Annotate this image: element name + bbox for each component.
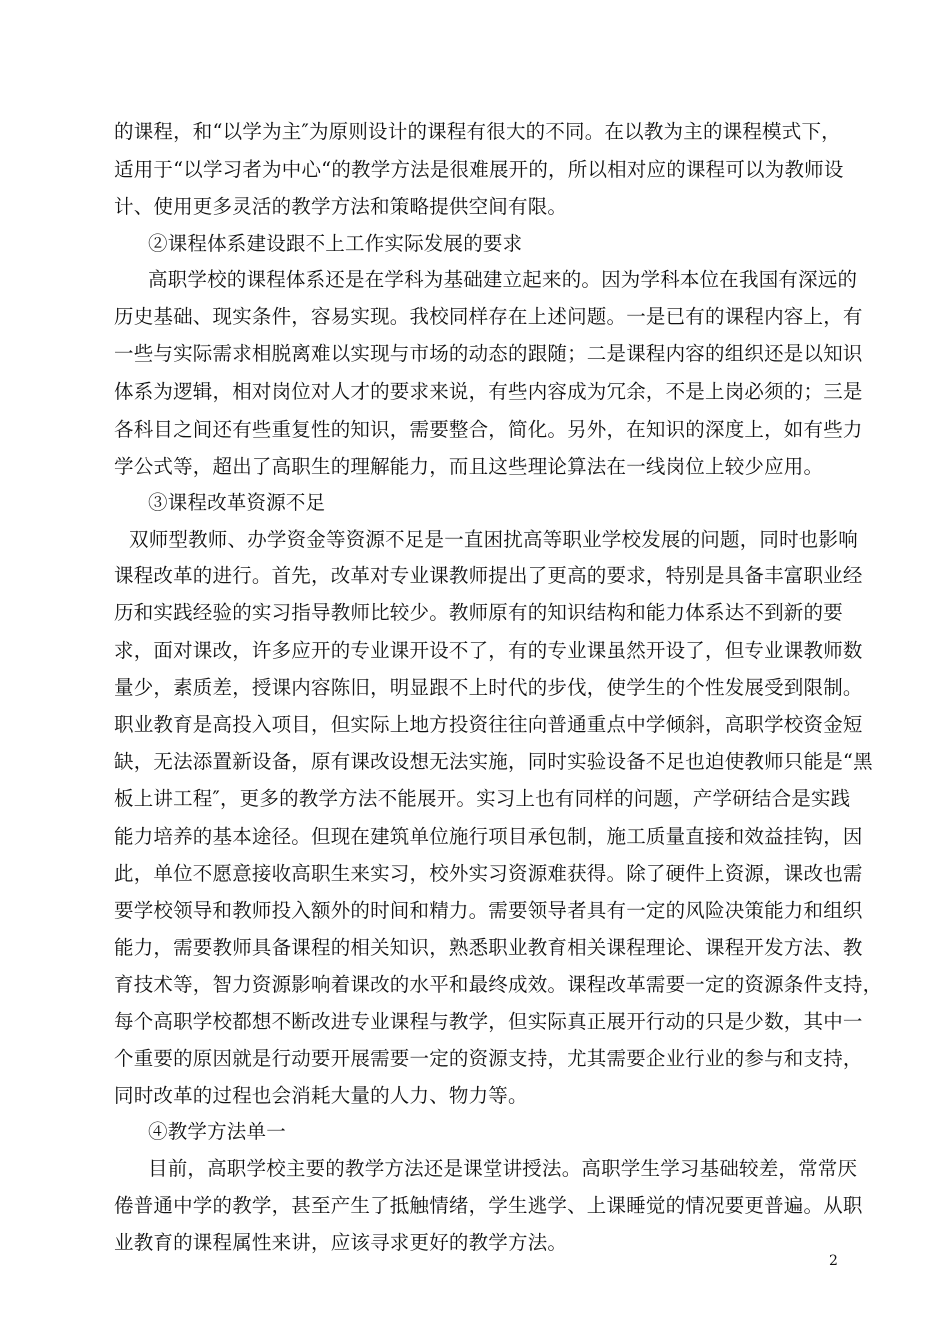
text-line: 量少，素质差，授课内容陈旧，明显跟不上时代的步伐，使学生的个性发展受到限制。 <box>114 676 863 699</box>
text-line: 同时改革的过程也会消耗大量的人力、物力等。 <box>114 1084 528 1107</box>
text-line: 求，面对课改，许多应开的专业课开设不了，有的专业课虽然开设了，但专业课教师数 <box>114 639 863 662</box>
text-line: 职业教育是高投入项目，但实际上地方投资往往向普通重点中学倾斜，高职学校资金短 <box>114 713 863 736</box>
text-line: 各科目之间还有些重复性的知识，需要整合，简化。另外，在知识的深度上，如有些力 <box>114 418 863 441</box>
text-line: 历史基础、现实条件，容易实现。我校同样存在上述问题。一是已有的课程内容上，有 <box>114 305 863 328</box>
text-line: 育技术等，智力资源影响着课改的水平和最终成效。课程改革需要一定的资源条件支持， <box>114 973 883 996</box>
text-line: 倦普通中学的教学，甚至产生了抵触情绪，学生逃学、上课睡觉的情况要更普遍。从职 <box>114 1194 863 1217</box>
text-line: 体系为逻辑，相对岗位对人才的要求来说，有些内容成为冗余，不是上岗必须的；三是 <box>114 380 863 403</box>
text-line: 个重要的原因就是行动要开展需要一定的资源支持，尤其需要企业行业的参与和支持， <box>114 1047 863 1070</box>
text-line: 学公式等，超出了高职生的理解能力，而且这些理论算法在一线岗位上较少应用。 <box>114 455 824 478</box>
text-line: 板上讲工程″，更多的教学方法不能展开。实习上也有同样的问题，产学研结合是实践 <box>114 787 851 810</box>
text-line: 能力培养的基本途径。但现在建筑单位施行项目承包制，施工质量直接和效益挂钩，因 <box>114 825 863 848</box>
text-line: 适用于“以学习者为中心“的教学方法是很难展开的，所以相对应的课程可以为教师设 <box>114 158 844 181</box>
text-line: 要学校领导和教师投入额外的时间和精力。需要领导者具有一定的风险决策能力和组织 <box>114 899 863 922</box>
text-line: 历和实践经验的实习指导教师比较少。教师原有的知识结构和能力体系达不到新的要 <box>114 601 843 624</box>
text-line: 一些与实际需求相脱离难以实现与市场的动态的跟随；二是课程内容的组织还是以知识 <box>114 342 863 365</box>
text-line: 此，单位不愿意接收高职生来实习，校外实习资源难获得。除了硬件上资源，课改也需 <box>114 862 863 885</box>
text-line: 课程改革的进行。首先，改革对专业课教师提出了更高的要求，特别是具备丰富职业经 <box>114 564 863 587</box>
text-line: 的课程，和“以学为主″为原则设计的课程有很大的不同。在以教为主的课程模式下， <box>114 120 841 143</box>
section-heading: ④教学方法单一 <box>148 1120 286 1143</box>
paragraph-first-line: 目前，高职学校主要的教学方法还是课堂讲授法。高职学生学习基础较差，常常厌 <box>148 1157 858 1180</box>
text-line: 计、使用更多灵活的教学方法和策略提供空间有限。 <box>114 195 568 218</box>
section-heading: ②课程体系建设跟不上工作实际发展的要求 <box>148 232 523 255</box>
text-line: 能力，需要教师具备课程的相关知识，熟悉职业教育相关课程理论、课程开发方法、教 <box>114 936 863 959</box>
section-heading: ③课程改革资源不足 <box>148 491 326 514</box>
text-line: 业教育的课程属性来讲，应该寻求更好的教学方法。 <box>114 1231 568 1254</box>
page-number: 2 <box>829 1253 838 1269</box>
paragraph-first-line: 高职学校的课程体系还是在学科为基础建立起来的。因为学科本位在我国有深远的 <box>148 268 858 291</box>
text-line: 缺，无法添置新设备，原有课改设想无法实施，同时实验设备不足也迫使教师只能是“黑 <box>114 750 873 773</box>
paragraph-first-line: 双师型教师、办学资金等资源不足是一直困扰高等职业学校发展的问题，同时也影响 <box>129 528 858 551</box>
text-line: 每个高职学校都想不断改进专业课程与教学，但实际真正展开行动的只是少数，其中一 <box>114 1010 863 1033</box>
